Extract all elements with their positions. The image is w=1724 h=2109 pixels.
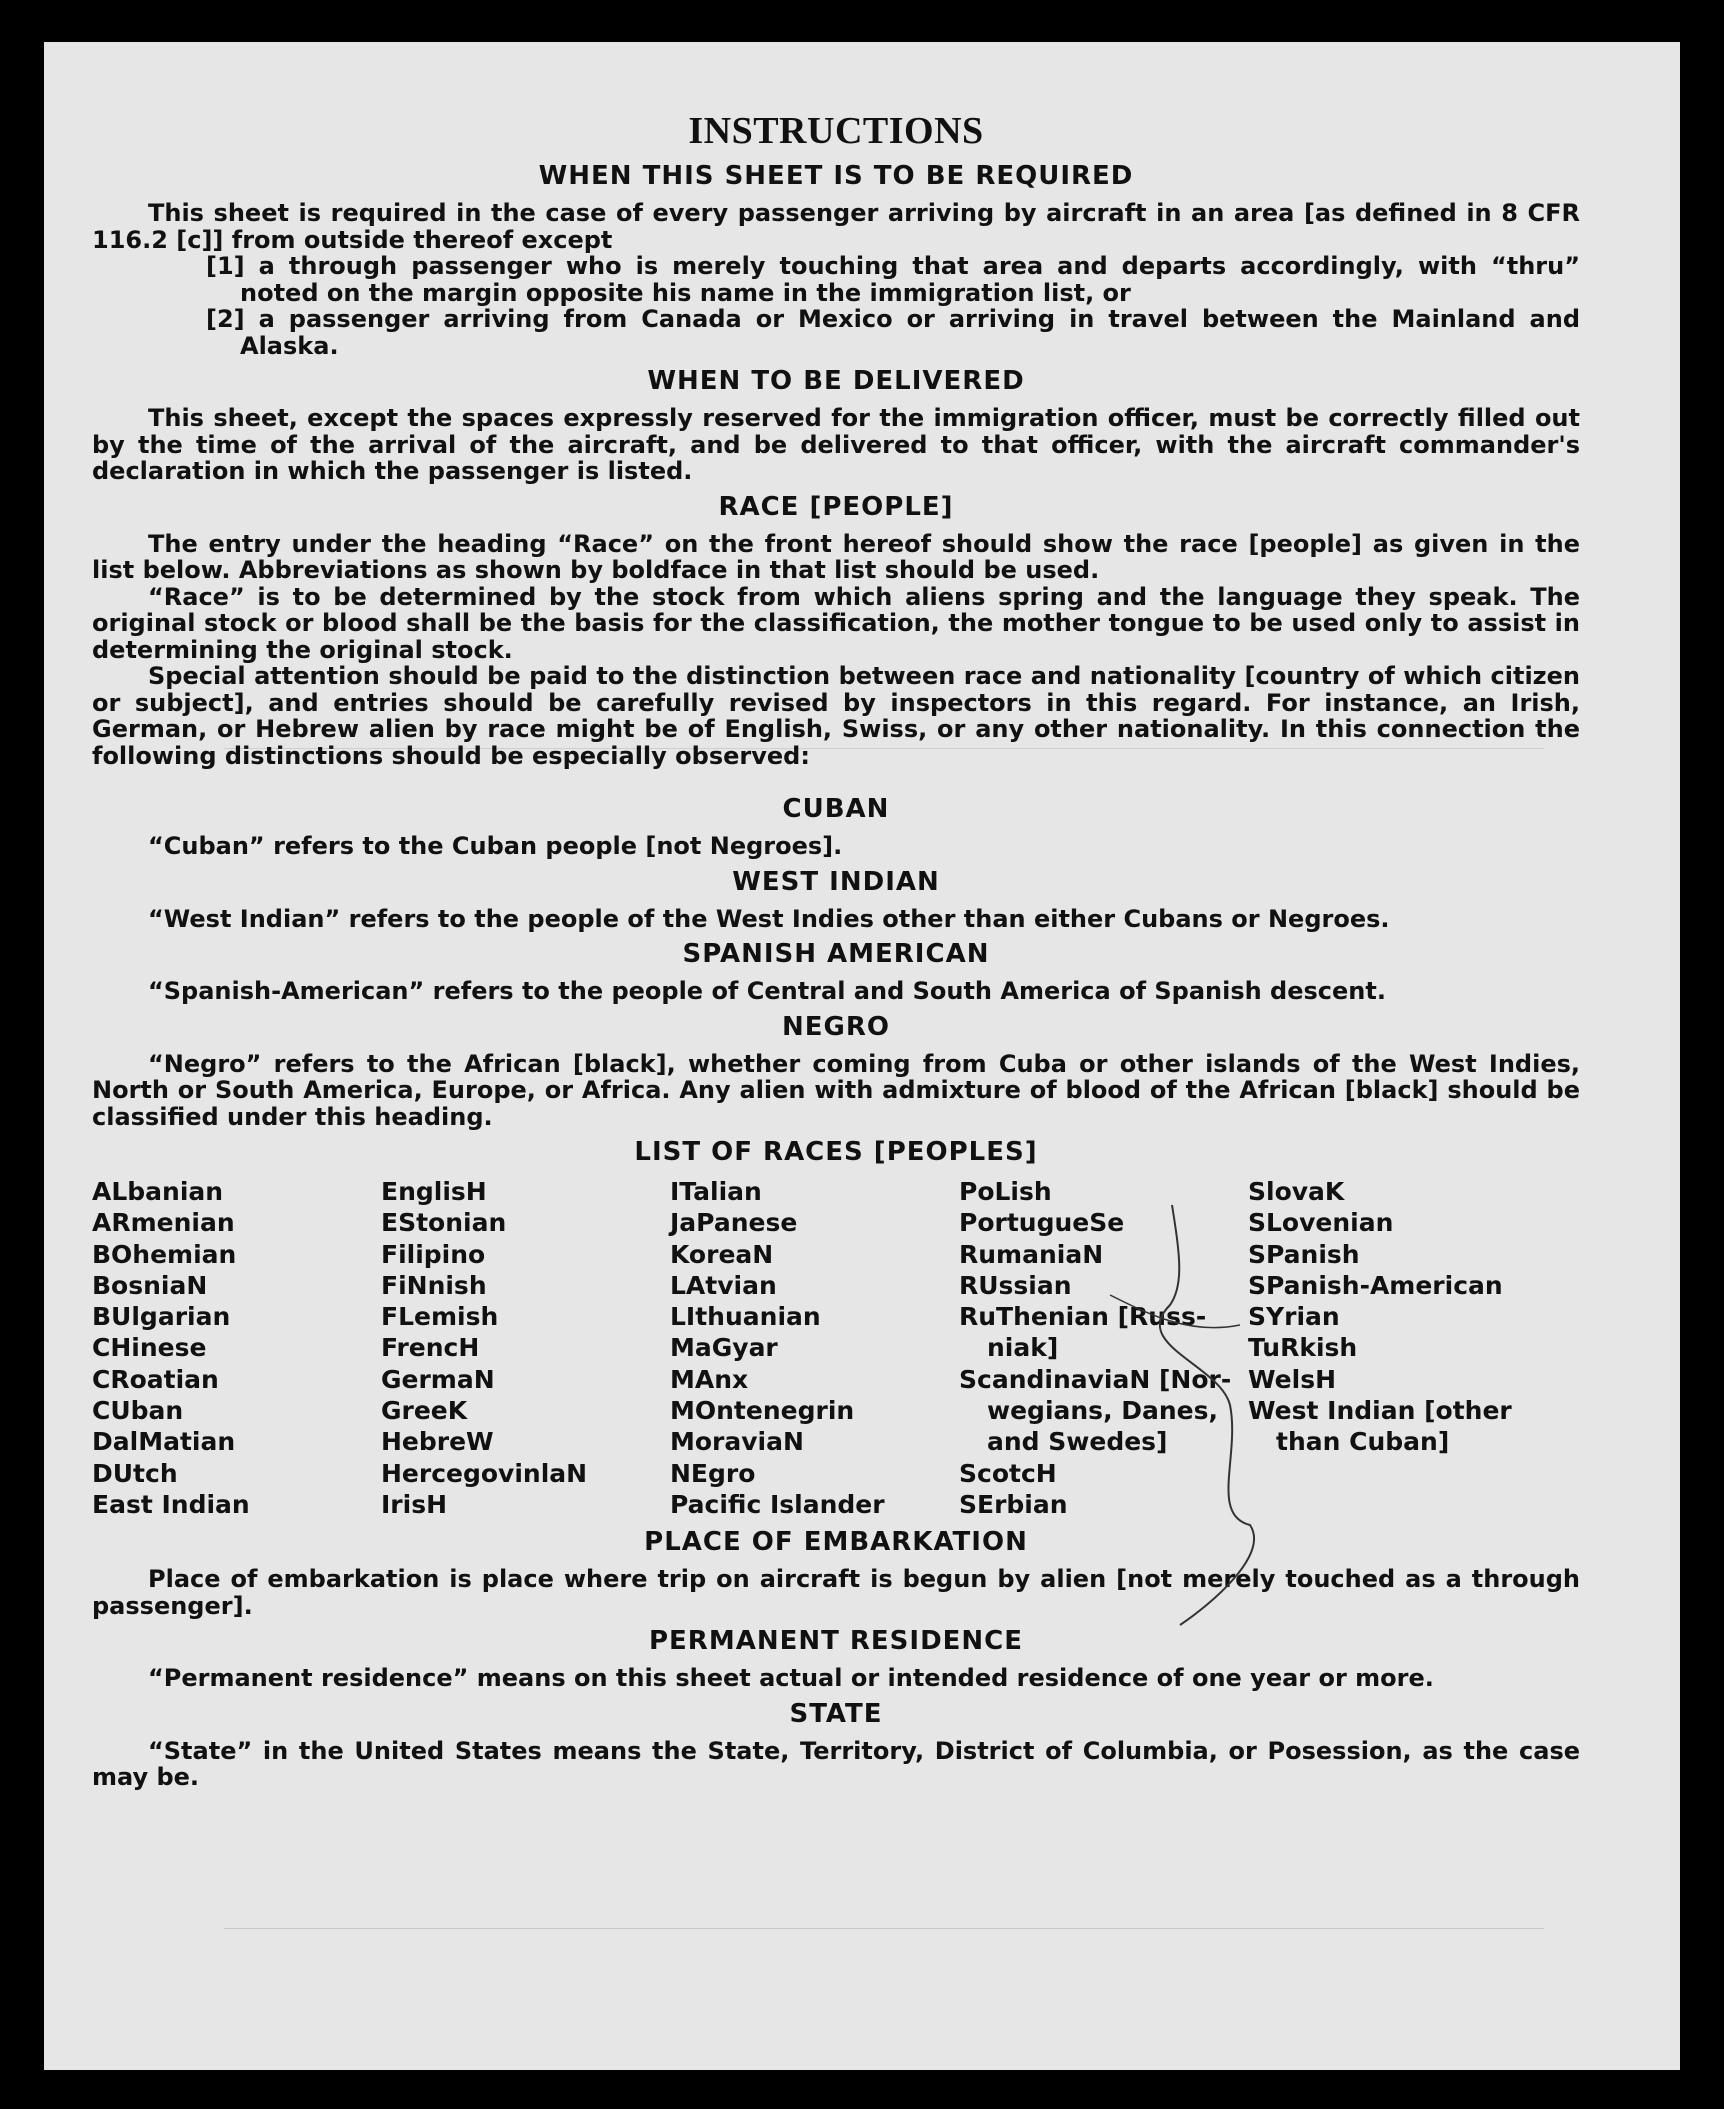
section-heading: RACE [PEOPLE]: [718, 491, 954, 522]
section-heading: WHEN THIS SHEET IS TO BE REQUIRED: [538, 161, 1134, 191]
race-item: Pacific Islander: [670, 1489, 885, 1519]
race-item: SErbian: [959, 1489, 1068, 1519]
race-item: RuThenian [Russ-: [959, 1302, 1207, 1332]
race-list: [92, 1176, 1580, 1520]
race-item: SlovaK: [1248, 1177, 1345, 1206]
race-item: EStonian: [381, 1208, 507, 1238]
race-item: MOntenegrin: [670, 1396, 855, 1426]
race-item: PortugueSe: [959, 1208, 1125, 1238]
race-item: East Indian: [92, 1489, 250, 1519]
instructions-document: [92, 108, 1580, 1791]
race-item: RUssian: [959, 1270, 1072, 1300]
race-item: DalMatian: [92, 1427, 236, 1457]
pencil-stroke: [1110, 1295, 1240, 1328]
section-heading: WEST INDIAN: [732, 866, 940, 897]
section-heading: PERMANENT RESIDENCE: [648, 1626, 1024, 1657]
race-item: CHinese: [92, 1333, 207, 1363]
race-item: IrisH: [381, 1489, 448, 1519]
race-item: SLovenian: [1248, 1208, 1394, 1238]
race-item: wegians, Danes,: [987, 1396, 1219, 1426]
race-item: SPanish-American: [1248, 1270, 1503, 1300]
race-item: CRoatian: [92, 1364, 219, 1394]
race-item: CUban: [92, 1396, 184, 1426]
race-item: HebreW: [381, 1427, 494, 1457]
race-item: SPanish: [1248, 1239, 1360, 1269]
section-heading: NEGRO: [782, 1011, 890, 1042]
race-item: MaGyar: [670, 1333, 778, 1363]
paragraph: “Cuban” refers to the Cuban people [not Negroes].: [148, 832, 843, 860]
race-item: BUlgarian: [92, 1302, 231, 1332]
race-column: [1248, 1176, 1537, 1520]
race-item: Filipino: [381, 1239, 486, 1269]
race-item: BosniaN: [92, 1270, 208, 1300]
show-through-line: [224, 1928, 1544, 1929]
pencil-stroke: [1160, 1205, 1254, 1625]
race-item: WelsH: [1248, 1364, 1337, 1394]
section-heading: LIST OF RACES [PEOPLES]: [634, 1137, 1038, 1167]
race-item: ITalian: [670, 1177, 762, 1206]
race-item: EnglisH: [381, 1177, 487, 1206]
paragraph: “Race” is to be determined by the stock from which aliens spring and the language they speak. The original stock or blood shall be the basis for the classification, the mother tongue to be used only to assist in determining the original stock.: [92, 582, 1580, 664]
section-heading: SPANISH AMERICAN: [682, 939, 990, 969]
paragraph: “Negro” refers to the African [black], whether coming from Cuba or other islands of the West Indies, North or South America, Europe, or Africa. Any alien with admixture of blood of the African [black] should be classified under this heading.: [92, 1049, 1580, 1131]
page-title: INSTRUCTIONS: [688, 110, 984, 152]
race-item: TuRkish: [1248, 1333, 1358, 1363]
race-item: West Indian [other: [1248, 1396, 1512, 1426]
race-item: JaPanese: [670, 1208, 798, 1238]
race-item: HercegovinlaN: [381, 1458, 588, 1488]
race-item: MAnx: [670, 1364, 749, 1394]
paragraph: This sheet is required in the case of every passenger arriving by aircraft in an area [as defined in 8 CFR 116.2 [c]] from outside thereof except: [92, 199, 1580, 254]
paragraph: Special attention should be paid to the distinction between race and nationality [country of which citizen or subject], and entries should be carefully revised by inspectors in this regard. For instance, an Irish, German, or Hebrew alien by race might be of English, Swiss, or any other nationality. In this connection the following distinctions should be especially observed:: [92, 662, 1580, 770]
race-column: [92, 1176, 381, 1520]
section-heading: WHEN TO BE DELIVERED: [647, 366, 1025, 396]
paragraph: “Spanish-American” refers to the people of Central and South America of Spanish descent.: [148, 977, 1386, 1005]
race-item: BOhemian: [92, 1239, 237, 1269]
race-item: KoreaN: [670, 1239, 774, 1269]
race-column: [670, 1176, 959, 1520]
race-item: LIthuanian: [670, 1302, 821, 1332]
pencil-mark: [1100, 1195, 1280, 1635]
race-item: and Swedes]: [987, 1427, 1168, 1457]
race-item: PoLish: [959, 1177, 1052, 1206]
paragraph: This sheet, except the spaces expressly reserved for the immigration officer, must be correctly filled out by the time of the arrival of the aircraft, and be delivered to that officer, with the aircraft commander's declaration in which the passenger is listed.: [92, 404, 1580, 485]
list-item: [2] a passenger arriving from Canada or Mexico or arriving in travel between the Mainland and Alaska.: [206, 305, 1580, 360]
section-heading: CUBAN: [782, 794, 890, 824]
race-item: GermaN: [381, 1364, 495, 1394]
race-item: RumaniaN: [959, 1239, 1104, 1269]
race-item: ARmenian: [92, 1208, 235, 1238]
section-heading: PLACE OF EMBARKATION: [644, 1527, 1028, 1558]
section-heading: STATE: [789, 1698, 883, 1729]
race-item: DUtch: [92, 1458, 178, 1488]
paragraph: The entry under the heading “Race” on the front hereof should show the race [people] as given in the list below. Abbreviations as shown by boldface in that list should be used.: [92, 529, 1580, 584]
race-item: than Cuban]: [1276, 1427, 1450, 1457]
race-column: [381, 1176, 670, 1520]
paragraph: “Permanent residence” means on this sheet actual or intended residence of one year or more.: [148, 1664, 1434, 1693]
list-item: [1] a through passenger who is merely touching that area and departs accordingly, with “thru” noted on the margin opposite his name in the immigration list, or: [206, 252, 1580, 307]
race-item: NEgro: [670, 1458, 756, 1488]
paragraph: Place of embarkation is place where trip on aircraft is begun by alien [not merely touched as a through passenger].: [92, 1565, 1580, 1620]
race-item: FrencH: [381, 1333, 480, 1363]
race-item: LAtvian: [670, 1270, 777, 1300]
race-item: GreeK: [381, 1396, 468, 1426]
paragraph: “West Indian” refers to the people of the West Indies other than either Cubans or Negroes.: [148, 904, 1390, 933]
race-item: ScandinaviaN [Nor-: [959, 1364, 1232, 1394]
race-item: niak]: [987, 1333, 1059, 1363]
race-item: FiNnish: [381, 1270, 487, 1300]
race-item: SYrian: [1248, 1302, 1340, 1332]
race-item: FLemish: [381, 1302, 499, 1332]
race-item: ALbanian: [92, 1177, 224, 1206]
race-item: ScotcH: [959, 1458, 1057, 1488]
race-item: MoraviaN: [670, 1427, 804, 1457]
paragraph: “State” in the United States means the State, Territory, District of Columbia, or Posession, as the case may be.: [92, 1736, 1580, 1792]
